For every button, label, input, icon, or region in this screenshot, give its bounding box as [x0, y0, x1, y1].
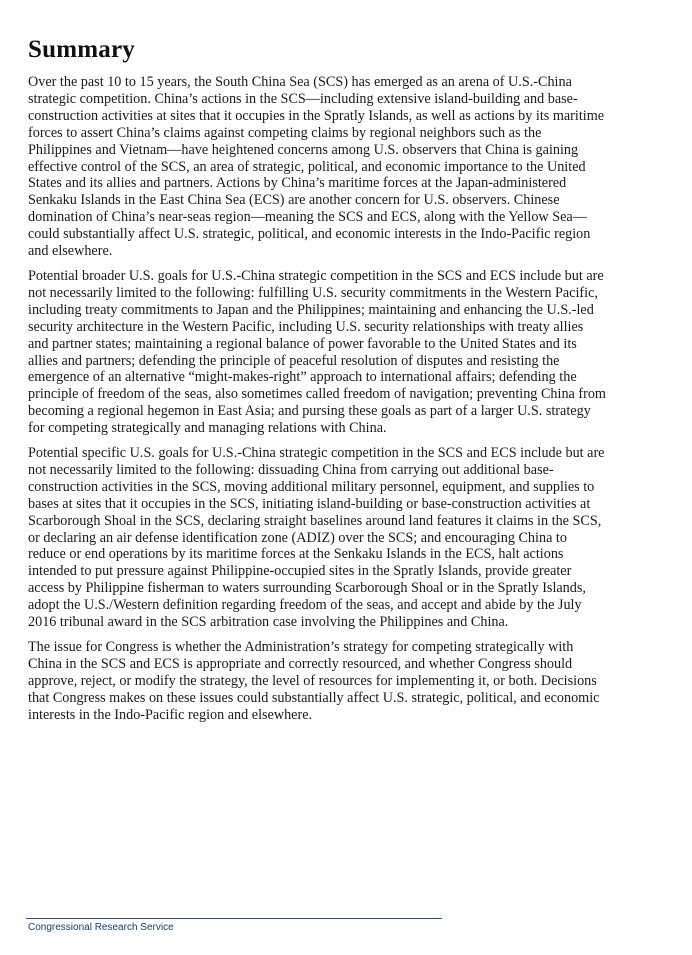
paragraph: Potential specific U.S. goals for U.S.-China strategic competition in the SCS and ECS include but are not necessarily limited to the following: dissuading China from carrying out additional base-construction activities in the SCS, moving additional military personnel, equipment, and supplies to bases at sites that it occupies in the SCS, initiating island-building or base-construction activities at Scarborough Shoal in the SCS, declaring straight baselines around land features it claims in the SCS, or declaring an air defense identification zone (ADIZ) over the SCS; and encouraging China to reduce or end operations by its maritime forces at the Senkaku Islands in the ECS, halt actions intended to put pressure against Philippine-occupied sites in the Spratly Islands, provide greater access by Philippine fisherman to waters surrounding Scarborough Shoal or in the Spratly Islands, adopt the U.S./Western definition regarding freedom of the seas, and accept and abide by the July 2016 tribunal award in the SCS arbitration case involving the Philippines and China.	[28, 445, 605, 631]
paragraph: Over the past 10 to 15 years, the South China Sea (SCS) has emerged as an arena of U.S.-China strategic competition. China’s actions in the SCS—including extensive island-building and base-construction activities at sites that it occupies in the Spratly Islands, as well as actions by its maritime forces to assert China’s claims against competing claims by regional neighbors such as the Philippines and Vietnam—have heightened concerns among U.S. observers that China is gaining effective control of the SCS, an area of strategic, political, and economic importance to the United States and its allies and partners. Actions by China’s maritime forces at the Japan-administered Senkaku Islands in the East China Sea (ECS) are another concern for U.S. observers. Chinese domination of China’s near-seas region—meaning the SCS and ECS, along with the Yellow Sea—could substantially affect U.S. strategic, political, and economic interests in the Indo-Pacific region and elsewhere.	[28, 74, 605, 260]
footer-divider	[26, 918, 442, 919]
paragraph: The issue for Congress is whether the Administration’s strategy for competing strategically with China in the SCS and ECS is appropriate and correctly resourced, and whether Congress should approve, reject, or modify the strategy, the level of resources for implementing it, or both. Decisions that Congress makes on these issues could substantially affect U.S. strategic, political, and economic interests in the Indo-Pacific region and elsewhere.	[28, 639, 600, 723]
page-title: Summary	[28, 36, 135, 63]
footer-organization-label: Congressional Research Service	[28, 922, 174, 933]
summary-body	[28, 74, 606, 732]
paragraph: Potential broader U.S. goals for U.S.-China strategic competition in the SCS and ECS include but are not necessarily limited to the following: fulfilling U.S. security commitments in the Western Pacific, including treaty commitments to Japan and the Philippines; maintaining and enhancing the U.S.-led security architecture in the Western Pacific, including U.S. security relationships with treaty allies and partner states; maintaining a regional balance of power favorable to the United States and its allies and partners; defending the principle of peaceful resolution of disputes and resisting the emergence of an alternative “might-makes-right” approach to international affairs; defending the principle of freedom of the seas, also sometimes called freedom of navigation; preventing China from becoming a regional hegemon in East Asia; and pursing these goals as part of a larger U.S. strategy for competing strategically and managing relations with China.	[28, 267, 606, 437]
